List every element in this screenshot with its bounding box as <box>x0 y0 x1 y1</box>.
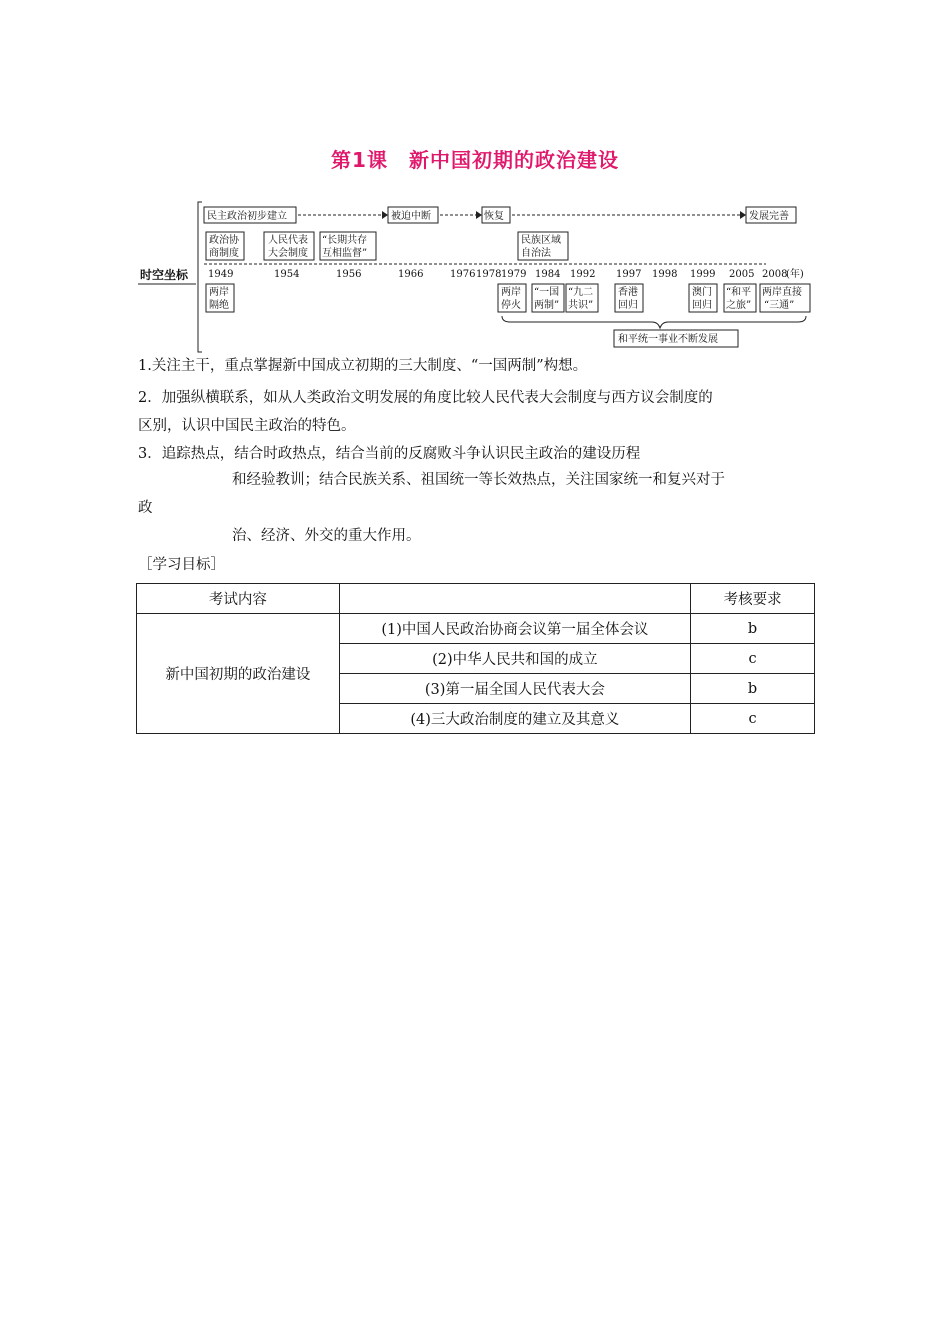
table-row <box>137 614 815 644</box>
top-box-3-line1: “长期共存 <box>322 235 368 246</box>
year-1966: 1966 <box>398 269 424 280</box>
top-box-4-line2: 自治法 <box>521 248 551 259</box>
year-1978: 1978 <box>476 269 502 280</box>
year-1979: 1979 <box>501 269 527 280</box>
bottom-box-5-line1: 香港 <box>618 287 638 298</box>
bottom-box-8-line2: “三通” <box>764 300 795 311</box>
table-header-row <box>137 584 815 614</box>
bottom-box-7-line1: “和平 <box>726 287 752 298</box>
level-cell: c <box>691 704 815 734</box>
top-box-4-line1: 民族区域 <box>521 235 561 246</box>
bottom-box-8-line1: 两岸直接 <box>762 287 802 298</box>
bottom-box-3-line1: “一国 <box>534 287 560 298</box>
point-2-line-1: 2．加强纵横联系，如从人类政治文明发展的角度比较人民代表大会制度与西方议会制度的 <box>138 390 713 406</box>
point-3-line-3: 政 <box>138 500 153 516</box>
phase-label-4: 发展完善 <box>749 211 789 222</box>
bottom-box-3-line2: 两制” <box>534 300 560 311</box>
year-1984: 1984 <box>535 269 561 280</box>
phase-label-3: 恢复 <box>484 211 504 222</box>
top-box-2-line2: 大会制度 <box>268 248 308 259</box>
point-3-line-4: 治、经济、外交的重大作用。 <box>232 528 421 544</box>
goals-table <box>136 583 815 734</box>
year-unit: (年) <box>786 269 804 280</box>
bottom-box-7-line2: 之旅” <box>726 300 752 311</box>
year-1999: 1999 <box>690 269 716 280</box>
phase-label-1: 民主政治初步建立 <box>207 211 287 222</box>
bottom-box-4-line1: “九二 <box>568 287 594 298</box>
point-3-line-1: 3．追踪热点，结合时政热点，结合当前的反腐败斗争认识民主政治的建设历程 <box>138 446 641 462</box>
level-cell: b <box>691 614 815 644</box>
header-blank <box>339 584 690 614</box>
bottom-box-5-line2: 回归 <box>618 300 638 311</box>
bottom-box-1-line1: 两岸 <box>209 287 229 298</box>
year-1997: 1997 <box>616 269 642 280</box>
item-cell: (3)第一届全国人民代表大会 <box>339 674 690 704</box>
topic-cell: 新中国初期的政治建设 <box>137 614 340 734</box>
level-cell: c <box>691 644 815 674</box>
year-1992: 1992 <box>570 269 596 280</box>
phase-arrowhead-2 <box>476 211 482 219</box>
year-1956: 1956 <box>336 269 362 280</box>
bottom-box-2-line2: 停火 <box>501 300 521 311</box>
top-box-1-line1: 政治协 <box>209 235 239 246</box>
point-1: 1.关注主干，重点掌握新中国成立初期的三大制度、“一国两制”构想。 <box>138 358 588 374</box>
phase-arrowhead-1 <box>382 211 388 219</box>
point-2-line-2: 区别，认识中国民主政治的特色。 <box>138 418 356 434</box>
timeline-left-bracket <box>198 202 202 352</box>
timeline-svg <box>138 198 818 358</box>
year-1949: 1949 <box>208 269 234 280</box>
bottom-box-1-line2: 隔绝 <box>209 300 229 311</box>
header-content: 考试内容 <box>137 584 340 614</box>
bottom-box-6-line1: 澳门 <box>692 287 712 298</box>
item-cell: (1)中国人民政治协商会议第一届全体会议 <box>339 614 690 644</box>
lesson-title: 第1课 新中国初期的政治建设 <box>331 148 619 172</box>
phase-arrowhead-3 <box>740 211 746 219</box>
timeline-label: 时空坐标 <box>140 268 189 282</box>
year-1998: 1998 <box>652 269 678 280</box>
header-requirement: 考核要求 <box>691 584 815 614</box>
item-cell: (2)中华人民共和国的成立 <box>339 644 690 674</box>
top-box-3-line2: 互相监督” <box>322 248 368 259</box>
top-box-2-line1: 人民代表 <box>268 235 308 246</box>
timeline-brace <box>502 316 806 328</box>
year-1976: 1976 <box>450 269 476 280</box>
bottom-box-6-line2: 回归 <box>692 300 712 311</box>
point-3-line-2: 和经验教训；结合民族关系、祖国统一等长效热点，关注国家统一和复兴对于 <box>232 472 725 488</box>
bottom-box-2-line1: 两岸 <box>501 287 521 298</box>
level-cell: b <box>691 674 815 704</box>
top-box-1-line2: 商制度 <box>209 248 239 259</box>
year-2008: 2008 <box>762 269 788 280</box>
phase-label-2: 被迫中断 <box>391 211 431 222</box>
year-1954: 1954 <box>274 269 300 280</box>
brace-label: 和平统一事业不断发展 <box>618 334 718 345</box>
bottom-box-4-line2: 共识” <box>568 300 594 311</box>
timeline-diagram <box>138 198 818 358</box>
year-2005: 2005 <box>729 269 755 280</box>
goals-title: ［学习目标］ <box>138 557 225 573</box>
item-cell: (4)三大政治制度的建立及其意义 <box>339 704 690 734</box>
